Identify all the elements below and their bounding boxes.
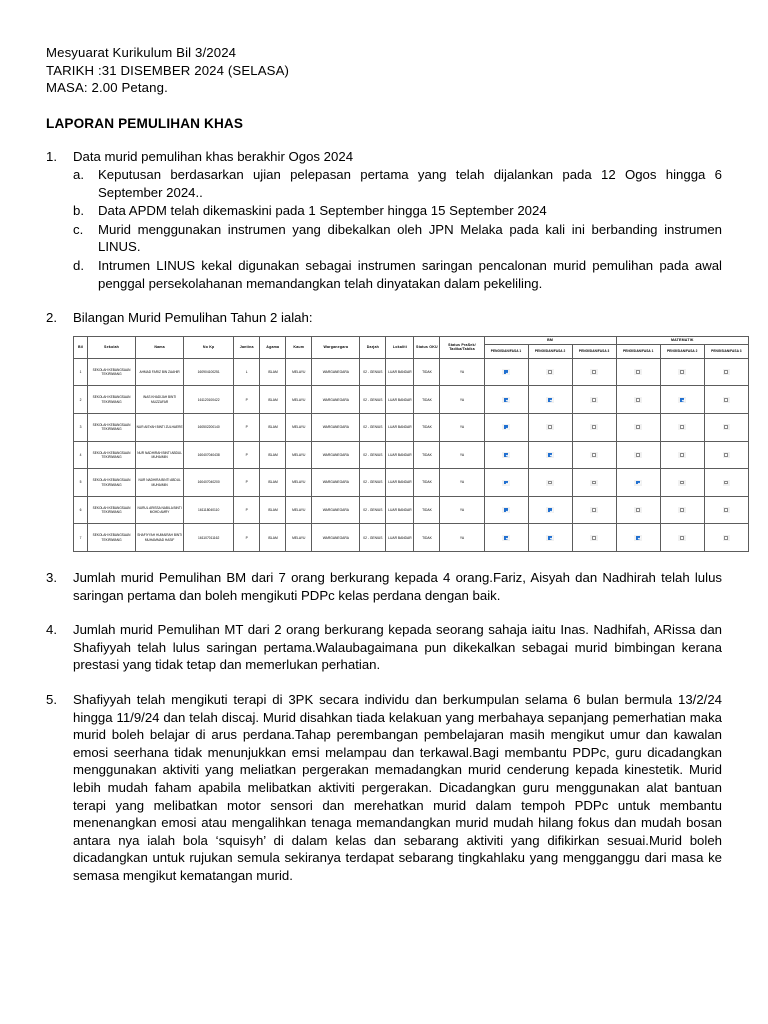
sub-item-number: a. xyxy=(73,167,84,183)
cell-status-prasek: YA xyxy=(440,469,484,497)
list-item-text: Shafiyyah telah mengikuti terapi di 3PK secara individu dan berkumpulan selama 6 bulan bermula 13/2/24 hingga 11/9/24 dan telah discaj. Murid disahkan tiada kelakuan yang merbahaya sepanjang pemerhatian maka murid boleh belajar di arus perdana.Tahap perembangan pembelajaran masih mengikut umur dan kawalan emosi seerhana tidak menunjukkan emsi melampau dan terkawal.Bagi membantu PDPc, guru dicadangkan menggunakan aktiviti yang meliatkan pergerakan memadangkan murid cenderung kepada kinestetik. Murid lebih mudah faham apabila melibatkan aktiviti pergerakan. Dicadangkan guru menggunakan alat bantuan terapi yang melibatkan motor sensori dan merehatkan murid dalam tempoh PDPc untuk membantu menenangkan emosi atau mengalihkan tenaga memandangkan murid mudah hilang fokus dan mudah bosan antara nya ialah bola ‘squisyh’ di dalam kelas dan sebarang aktiviti yang difikirkan sesuai.Murid boleh dicadangkan untuk rujukan semula sekiranya terdapat sebarang tingkahlaku yang mengganggu dari masa ke semasa mengikut kematangan murid. xyxy=(73,691,722,883)
cell-status-prasek: YA xyxy=(440,441,484,469)
cell-warganegara: WARGANEGARA xyxy=(312,358,360,386)
cell-nama: AHMAD FARIZ BIN ZAAHIR xyxy=(136,358,184,386)
cell-nama: NURUL ARISSA NABILA BINTI MOHD AMRY xyxy=(136,496,184,524)
cell-status-prasek: YA xyxy=(440,524,484,552)
list-item-number: 5. xyxy=(46,691,57,707)
cell-checkbox-bm-fasa-3 xyxy=(572,524,616,552)
col-lokaliti: Lokaliti xyxy=(386,336,414,358)
checkbox-mt-fasa-1[interactable] xyxy=(634,480,642,486)
cell-jantina: P xyxy=(234,469,260,497)
cell-nokp: 160502200140 xyxy=(184,414,234,442)
cell-bil: 5 xyxy=(74,469,88,497)
cell-bil: 7 xyxy=(74,524,88,552)
cell-lokaliti: LUAR BANDAR xyxy=(386,386,414,414)
cell-lokaliti: LUAR BANDAR xyxy=(386,496,414,524)
cell-warganegara: WARGANEGARA xyxy=(312,441,360,469)
page-title: LAPORAN PEMULIHAN KHAS xyxy=(46,115,244,131)
cell-jantina: P xyxy=(234,386,260,414)
checkbox-bm-fasa-2[interactable] xyxy=(546,369,554,375)
list-item-text: Jumlah murid Pemulihan BM dari 7 orang berkurang kepada 4 orang.Fariz, Aisyah dan Nadhirah telah lulus saringan pertama dan boleh mengikuti PDPc kelas perdana dengan baik. xyxy=(73,570,722,603)
checkbox-mt-fasa-1[interactable] xyxy=(634,535,642,541)
cell-checkbox-bm-fasa-3 xyxy=(572,441,616,469)
checkbox-mt-fasa-1[interactable] xyxy=(634,397,642,403)
cell-checkbox-mt-fasa-3 xyxy=(704,441,748,469)
cell-checkbox-bm-fasa-3 xyxy=(572,358,616,386)
cell-sekolah: SEKOLAH KEBANGSAAN TEKIRIWANG xyxy=(88,386,136,414)
col-nama: Nama xyxy=(136,336,184,358)
cell-status-oku: TIDAK xyxy=(414,414,440,442)
cell-nokp: 160904100251 xyxy=(184,358,234,386)
sub-item-text: Intrumen LINUS kekal digunakan sebagai instrumen saringan pencalonan murid pemulihan pada awal penggal persekolahanan memandangkan telah dinyatakan dalam pekeliling. xyxy=(98,258,722,291)
checkbox-bm-fasa-3[interactable] xyxy=(590,480,598,486)
meeting-title: Mesyuarat Kurikulum Bil 3/2024 xyxy=(46,45,237,60)
cell-checkbox-bm-fasa-2 xyxy=(528,414,572,442)
col-warganegara: Warganegara xyxy=(312,336,360,358)
cell-checkbox-mt-fasa-1 xyxy=(616,414,660,442)
cell-status-prasek: YA xyxy=(440,414,484,442)
report-items xyxy=(46,148,742,885)
col-bm-fasa-2: PENGISIAN/FASA 2 xyxy=(528,344,572,358)
cell-checkbox-mt-fasa-2 xyxy=(660,469,704,497)
meeting-time: MASA: 2.00 Petang. xyxy=(46,80,168,95)
cell-nokp: 161120100422 xyxy=(184,386,234,414)
col-mt-fasa-3: PENGISIAN/FASA 3 xyxy=(704,344,748,358)
checkbox-mt-fasa-1[interactable] xyxy=(634,424,642,430)
checkbox-mt-fasa-2[interactable] xyxy=(678,507,686,513)
table-row xyxy=(74,441,749,469)
col-nokp: No Kp xyxy=(184,336,234,358)
checkbox-bm-fasa-2[interactable] xyxy=(546,535,554,541)
list-item xyxy=(46,309,742,552)
cell-checkbox-mt-fasa-1 xyxy=(616,524,660,552)
cell-status-oku: TIDAK xyxy=(414,469,440,497)
cell-nokp: 160407040200 xyxy=(184,469,234,497)
cell-sekolah: SEKOLAH KEBANGSAAN TEKIRIWANG xyxy=(88,358,136,386)
cell-bil: 3 xyxy=(74,414,88,442)
cell-checkbox-bm-fasa-1 xyxy=(484,386,528,414)
col-bm-fasa-1: PENGISIAN/FASA 1 xyxy=(484,344,528,358)
cell-checkbox-bm-fasa-2 xyxy=(528,441,572,469)
col-jantina: Jantina xyxy=(234,336,260,358)
cell-checkbox-mt-fasa-2 xyxy=(660,441,704,469)
cell-sekolah: SEKOLAH KEBANGSAAN TEKIRIWANG xyxy=(88,469,136,497)
cell-status-prasek: YA xyxy=(440,496,484,524)
cell-darjah: 02 - GENIUS xyxy=(360,524,386,552)
cell-nama: SHAFIYYAH HUMAIRAH BINTI MUHAMMAD HASIF xyxy=(136,524,184,552)
checkbox-bm-fasa-1[interactable] xyxy=(502,535,510,541)
cell-checkbox-bm-fasa-1 xyxy=(484,358,528,386)
cell-status-oku: TIDAK xyxy=(414,496,440,524)
cell-checkbox-mt-fasa-1 xyxy=(616,358,660,386)
checkbox-bm-fasa-1[interactable] xyxy=(502,507,510,513)
cell-sekolah: SEKOLAH KEBANGSAAN TEKIRIWANG xyxy=(88,524,136,552)
cell-status-prasek: YA xyxy=(440,358,484,386)
cell-jantina: P xyxy=(234,496,260,524)
cell-jantina: P xyxy=(234,441,260,469)
cell-warganegara: WARGANEGARA xyxy=(312,524,360,552)
cell-warganegara: WARGANEGARA xyxy=(312,496,360,524)
cell-agama: ISLAM xyxy=(260,441,286,469)
checkbox-mt-fasa-1[interactable] xyxy=(634,507,642,513)
cell-agama: ISLAM xyxy=(260,358,286,386)
list-item-number: 1. xyxy=(46,148,57,164)
checkbox-bm-fasa-2[interactable] xyxy=(546,452,554,458)
cell-checkbox-mt-fasa-2 xyxy=(660,524,704,552)
cell-checkbox-mt-fasa-2 xyxy=(660,358,704,386)
checkbox-mt-fasa-3[interactable] xyxy=(723,452,731,458)
sub-item-number: c. xyxy=(73,221,84,237)
sub-list-item xyxy=(73,202,722,220)
list-item-text: Bilangan Murid Pemulihan Tahun 2 ialah: xyxy=(73,310,313,326)
cell-nokp: 161107011162 xyxy=(184,524,234,552)
checkbox-bm-fasa-1[interactable] xyxy=(502,397,510,403)
cell-warganegara: WARGANEGARA xyxy=(312,386,360,414)
cell-checkbox-bm-fasa-1 xyxy=(484,524,528,552)
cell-checkbox-mt-fasa-1 xyxy=(616,469,660,497)
group-header-bm: BM xyxy=(484,336,616,344)
table-row xyxy=(74,496,749,524)
col-agama: Agama xyxy=(260,336,286,358)
list-item xyxy=(46,148,722,293)
sub-item-number: d. xyxy=(73,258,84,274)
cell-checkbox-bm-fasa-3 xyxy=(572,496,616,524)
sub-list-item xyxy=(73,257,722,292)
col-darjah: Darjah xyxy=(360,336,386,358)
checkbox-bm-fasa-1[interactable] xyxy=(502,369,510,375)
cell-sekolah: SEKOLAH KEBANGSAAN TEKIRIWANG xyxy=(88,414,136,442)
col-sekolah: Sekolah xyxy=(88,336,136,358)
cell-lokaliti: LUAR BANDAR xyxy=(386,414,414,442)
checkbox-mt-fasa-3[interactable] xyxy=(723,535,731,541)
checkbox-mt-fasa-3[interactable] xyxy=(723,397,731,403)
table-body xyxy=(74,358,749,551)
cell-checkbox-mt-fasa-3 xyxy=(704,414,748,442)
cell-kaum: MELAYU xyxy=(286,358,312,386)
checkbox-mt-fasa-2[interactable] xyxy=(678,369,686,375)
table-group-header-row xyxy=(74,336,749,344)
cell-checkbox-mt-fasa-2 xyxy=(660,414,704,442)
checkbox-bm-fasa-3[interactable] xyxy=(590,535,598,541)
cell-bil: 4 xyxy=(74,441,88,469)
cell-warganegara: WARGANEGARA xyxy=(312,469,360,497)
col-mt-fasa-2: PENGISIAN/FASA 2 xyxy=(660,344,704,358)
cell-checkbox-bm-fasa-3 xyxy=(572,469,616,497)
cell-checkbox-mt-fasa-3 xyxy=(704,469,748,497)
checkbox-mt-fasa-2[interactable] xyxy=(678,535,686,541)
cell-nama: NUR AISYAH BINTI ZULHAERE xyxy=(136,414,184,442)
table-row xyxy=(74,386,749,414)
cell-checkbox-bm-fasa-2 xyxy=(528,358,572,386)
checkbox-mt-fasa-3[interactable] xyxy=(723,507,731,513)
cell-nama: NUR NADHIRA BINTI ABDUL MUHAIMIN xyxy=(136,469,184,497)
cell-agama: ISLAM xyxy=(260,469,286,497)
list-item xyxy=(46,691,722,885)
cell-kaum: MELAYU xyxy=(286,386,312,414)
checkbox-bm-fasa-1[interactable] xyxy=(502,452,510,458)
cell-darjah: 02 - GENIUS xyxy=(360,469,386,497)
cell-checkbox-mt-fasa-3 xyxy=(704,496,748,524)
cell-checkbox-bm-fasa-3 xyxy=(572,386,616,414)
cell-kaum: MELAYU xyxy=(286,524,312,552)
cell-lokaliti: LUAR BANDAR xyxy=(386,524,414,552)
cell-checkbox-mt-fasa-1 xyxy=(616,386,660,414)
col-bm-fasa-3: PENGISIAN/FASA 3 xyxy=(572,344,616,358)
sub-list-item xyxy=(73,166,722,201)
table-row xyxy=(74,414,749,442)
cell-sekolah: SEKOLAH KEBANGSAAN TEKIRIWANG xyxy=(88,441,136,469)
cell-jantina: L xyxy=(234,358,260,386)
col-mt-fasa-1: PENGISIAN/FASA 1 xyxy=(616,344,660,358)
checkbox-bm-fasa-2[interactable] xyxy=(546,397,554,403)
cell-darjah: 02 - GENIUS xyxy=(360,358,386,386)
cell-checkbox-mt-fasa-2 xyxy=(660,496,704,524)
cell-checkbox-bm-fasa-2 xyxy=(528,496,572,524)
list-item-text: Jumlah murid Pemulihan MT dari 2 orang berkurang kepada seorang sahaja iaitu Inas. Nadhifah, ARissa dan Shafiyyah telah lulus saringan pertama.Walaubagaimana pun dikekalkan sebagai murid bimbingan kerana prestasi yang tidak tetap dan memerlukan perhatian. xyxy=(73,622,722,673)
list-item-number: 3. xyxy=(46,570,57,585)
student-table-wrapper xyxy=(73,336,749,552)
cell-checkbox-bm-fasa-1 xyxy=(484,469,528,497)
cell-lokaliti: LUAR BANDAR xyxy=(386,441,414,469)
col-kaum: Kaum xyxy=(286,336,312,358)
checkbox-bm-fasa-3[interactable] xyxy=(590,507,598,513)
checkbox-bm-fasa-2[interactable] xyxy=(546,507,554,513)
cell-checkbox-bm-fasa-3 xyxy=(572,414,616,442)
cell-status-oku: TIDAK xyxy=(414,524,440,552)
cell-checkbox-mt-fasa-3 xyxy=(704,358,748,386)
sub-item-text: Murid menggunakan instrumen yang dibekalkan oleh JPN Melaka pada kali ini berbanding instrumen LINUS. xyxy=(98,221,722,255)
cell-kaum: MELAYU xyxy=(286,441,312,469)
checkbox-mt-fasa-3[interactable] xyxy=(723,369,731,375)
cell-checkbox-mt-fasa-2 xyxy=(660,386,704,414)
table-row xyxy=(74,469,749,497)
cell-checkbox-bm-fasa-2 xyxy=(528,386,572,414)
checkbox-mt-fasa-1[interactable] xyxy=(634,369,642,375)
cell-agama: ISLAM xyxy=(260,524,286,552)
cell-agama: ISLAM xyxy=(260,386,286,414)
sub-item-text: Data APDM telah dikemaskini pada 1 September hingga 15 September 2024 xyxy=(98,203,547,219)
sub-item-text: Keputusan berdasarkan ujian pelepasan pertama yang telah dijalankan pada 12 Ogos hingga 6 September 2024.. xyxy=(98,167,722,200)
cell-nama: INAS KHADIJAH BINTI MUZZAFAR xyxy=(136,386,184,414)
cell-checkbox-mt-fasa-3 xyxy=(704,386,748,414)
col-status-prasek: Status PraSek/ Tadika/Tabika xyxy=(440,336,484,358)
cell-checkbox-bm-fasa-1 xyxy=(484,414,528,442)
checkbox-bm-fasa-2[interactable] xyxy=(546,424,554,430)
cell-status-oku: TIDAK xyxy=(414,441,440,469)
col-bil: Bil xyxy=(74,336,88,358)
cell-nokp: 160407040438 xyxy=(184,441,234,469)
cell-status-prasek: YA xyxy=(440,386,484,414)
checkbox-mt-fasa-3[interactable] xyxy=(723,480,731,486)
cell-bil: 1 xyxy=(74,358,88,386)
table-head xyxy=(74,336,749,358)
checkbox-bm-fasa-1[interactable] xyxy=(502,424,510,430)
list-item xyxy=(46,569,722,604)
cell-kaum: MELAYU xyxy=(286,496,312,524)
cell-checkbox-bm-fasa-2 xyxy=(528,469,572,497)
cell-checkbox-bm-fasa-2 xyxy=(528,524,572,552)
cell-nokp: 161118040110 xyxy=(184,496,234,524)
cell-checkbox-bm-fasa-1 xyxy=(484,441,528,469)
cell-darjah: 02 - GENIUS xyxy=(360,496,386,524)
cell-warganegara: WARGANEGARA xyxy=(312,414,360,442)
student-table xyxy=(73,336,749,552)
cell-checkbox-mt-fasa-1 xyxy=(616,441,660,469)
sub-list xyxy=(73,166,722,292)
checkbox-bm-fasa-3[interactable] xyxy=(590,397,598,403)
meeting-date: TARIKH :31 DISEMBER 2024 (SELASA) xyxy=(46,62,290,78)
checkbox-mt-fasa-3[interactable] xyxy=(723,424,731,430)
cell-kaum: MELAYU xyxy=(286,469,312,497)
cell-status-oku: TIDAK xyxy=(414,386,440,414)
table-row xyxy=(74,358,749,386)
cell-darjah: 02 - GENIUS xyxy=(360,414,386,442)
checkbox-bm-fasa-3[interactable] xyxy=(590,452,598,458)
sub-item-number: b. xyxy=(73,203,84,219)
checkbox-mt-fasa-1[interactable] xyxy=(634,452,642,458)
table-row xyxy=(74,524,749,552)
cell-checkbox-mt-fasa-3 xyxy=(704,524,748,552)
col-status-oku: Status OKU xyxy=(414,336,440,358)
cell-bil: 2 xyxy=(74,386,88,414)
sub-list-item xyxy=(73,221,722,256)
checkbox-bm-fasa-3[interactable] xyxy=(590,369,598,375)
cell-sekolah: SEKOLAH KEBANGSAAN TEKIRIWANG xyxy=(88,496,136,524)
group-header-matematik: MATEMATIK xyxy=(616,336,748,344)
cell-agama: ISLAM xyxy=(260,414,286,442)
checkbox-bm-fasa-1[interactable] xyxy=(502,480,510,486)
list-item-number: 2. xyxy=(46,310,57,326)
checkbox-mt-fasa-2[interactable] xyxy=(678,480,686,486)
checkbox-mt-fasa-2[interactable] xyxy=(678,424,686,430)
checkbox-bm-fasa-2[interactable] xyxy=(546,480,554,486)
list-item xyxy=(46,621,722,674)
checkbox-bm-fasa-3[interactable] xyxy=(590,424,598,430)
cell-checkbox-bm-fasa-1 xyxy=(484,496,528,524)
cell-status-oku: TIDAK xyxy=(414,358,440,386)
cell-jantina: P xyxy=(234,414,260,442)
list-item-number: 4. xyxy=(46,622,57,638)
cell-bil: 6 xyxy=(74,496,88,524)
cell-darjah: 02 - GENIUS xyxy=(360,441,386,469)
cell-agama: ISLAM xyxy=(260,496,286,524)
cell-checkbox-mt-fasa-1 xyxy=(616,496,660,524)
cell-nama: NUR NADHIRAH BINTI ABDUL MUHAIMIN xyxy=(136,441,184,469)
cell-kaum: MELAYU xyxy=(286,414,312,442)
cell-lokaliti: LUAR BANDAR xyxy=(386,358,414,386)
checkbox-mt-fasa-2[interactable] xyxy=(678,397,686,403)
list-item-text: Data murid pemulihan khas berakhir Ogos 2024 xyxy=(73,148,354,164)
cell-darjah: 02 - GENIUS xyxy=(360,386,386,414)
cell-jantina: P xyxy=(234,524,260,552)
checkbox-mt-fasa-2[interactable] xyxy=(678,452,686,458)
cell-lokaliti: LUAR BANDAR xyxy=(386,469,414,497)
